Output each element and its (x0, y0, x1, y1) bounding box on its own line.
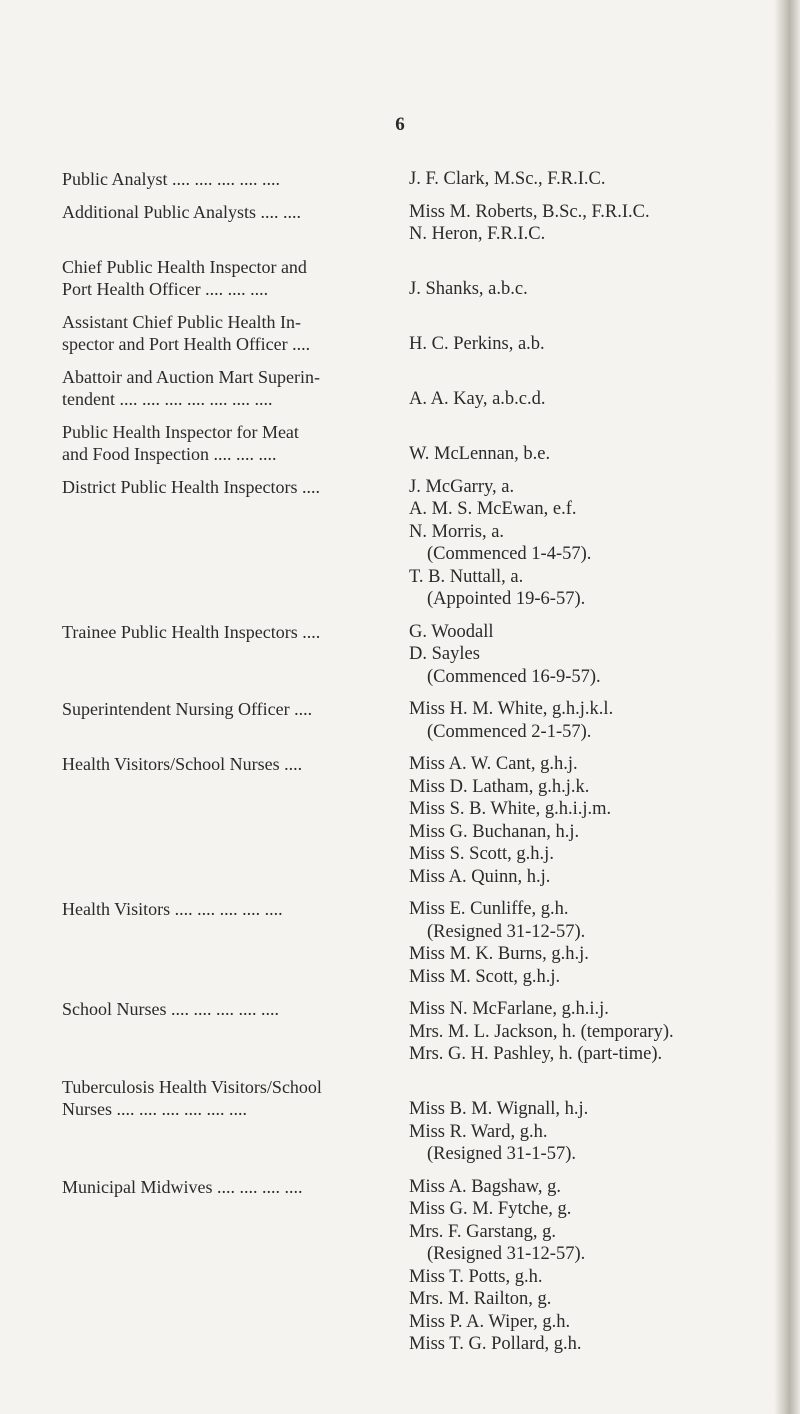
staff-row (62, 201, 772, 246)
role-label: Tuberculosis Health Visitors/School Nurses .... .... .... .... .... .... (62, 1076, 322, 1119)
staff-names: H. C. Perkins, a.b. (409, 334, 545, 354)
staff-row (62, 168, 772, 191)
role-label: Public Analyst .... .... .... .... .... (62, 169, 281, 189)
page-number: 6 (395, 114, 405, 135)
staff-row (62, 621, 772, 689)
staff-row (62, 366, 772, 411)
role-label: Health Visitors .... .... .... .... .... (62, 899, 283, 919)
staff-names: Miss B. M. Wignall, h.j. Miss R. Ward, g.h. (Resigned 31-1-57). (409, 1099, 589, 1164)
staff-names: J. F. Clark, M.Sc., F.R.I.C. (409, 169, 606, 189)
role-label: Trainee Public Health Inspectors .... (62, 621, 321, 642)
role-label: Municipal Midwives .... .... .... .... (62, 1176, 303, 1197)
staff-row (62, 998, 772, 1066)
staff-names: Miss M. Roberts, B.Sc., F.R.I.C. N. Heron, F.R.I.C. (409, 201, 650, 244)
staff-list (62, 168, 772, 1366)
role-label: Assistant Chief Public Health In- spector and Port Health Officer .... (62, 311, 311, 354)
staff-names: Miss E. Cunliffe, g.h. (Resigned 31-12-57). Miss M. K. Burns, g.h.j. Miss M. Scott, g.h.j. (409, 899, 589, 987)
staff-row (62, 1076, 772, 1166)
staff-row (62, 311, 772, 356)
role-label: Public Health Inspector for Meat and Food Inspection .... .... .... (62, 421, 299, 464)
staff-row (62, 476, 772, 611)
staff-names: J. McGarry, a. A. M. S. McEwan, e.f. N. Morris, a. (Commenced 1-4-57). T. B. Nuttall, a. (Appointed 19-6-57). (409, 476, 592, 609)
role-label: Chief Public Health Inspector and Port Health Officer .... .... .... (62, 256, 307, 299)
page-edge-shadow (774, 0, 800, 1414)
staff-row (62, 256, 772, 301)
role-label: Abattoir and Auction Mart Superin- tendent .... .... .... .... .... .... .... (62, 366, 320, 409)
staff-row (62, 421, 772, 466)
staff-row (62, 898, 772, 988)
staff-names: W. McLennan, b.e. (409, 444, 551, 464)
staff-names: Miss H. M. White, g.h.j.k.l. (Commenced 2-1-57). (409, 699, 614, 742)
role-label: School Nurses .... .... .... .... .... (62, 999, 279, 1019)
staff-row (62, 698, 772, 743)
staff-row (62, 1176, 772, 1356)
staff-names: A. A. Kay, a.b.c.d. (409, 389, 546, 409)
staff-names: Miss A. W. Cant, g.h.j. Miss D. Latham, g.h.j.k. Miss S. B. White, g.h.i.j.m. Miss G. Buchanan, h.j. Miss S. Scott, g.h.j. Miss A. Quinn, h.j. (409, 754, 612, 887)
staff-names: Miss A. Bagshaw, g. Miss G. M. Fytche, g. Mrs. F. Garstang, g. (Resigned 31-12-57). Miss T. Potts, g.h. Mrs. M. Railton, g. Miss P. A. Wiper, g.h. Miss T. G. Pollard, g.h. (409, 1176, 586, 1354)
role-label: Superintendent Nursing Officer .... (62, 699, 313, 719)
staff-names: Miss N. McFarlane, g.h.i.j. Mrs. M. L. Jackson, h. (temporary). Mrs. G. H. Pashley, h. (part-time). (409, 999, 674, 1064)
staff-names: G. Woodall D. Sayles (Commenced 16-9-57). (409, 621, 601, 687)
staff-row (62, 753, 772, 888)
role-label: Health Visitors/School Nurses .... (62, 754, 303, 774)
staff-names: J. Shanks, a.b.c. (409, 279, 528, 299)
role-label: Additional Public Analysts .... .... (62, 201, 302, 222)
role-label: District Public Health Inspectors .... (62, 476, 320, 497)
